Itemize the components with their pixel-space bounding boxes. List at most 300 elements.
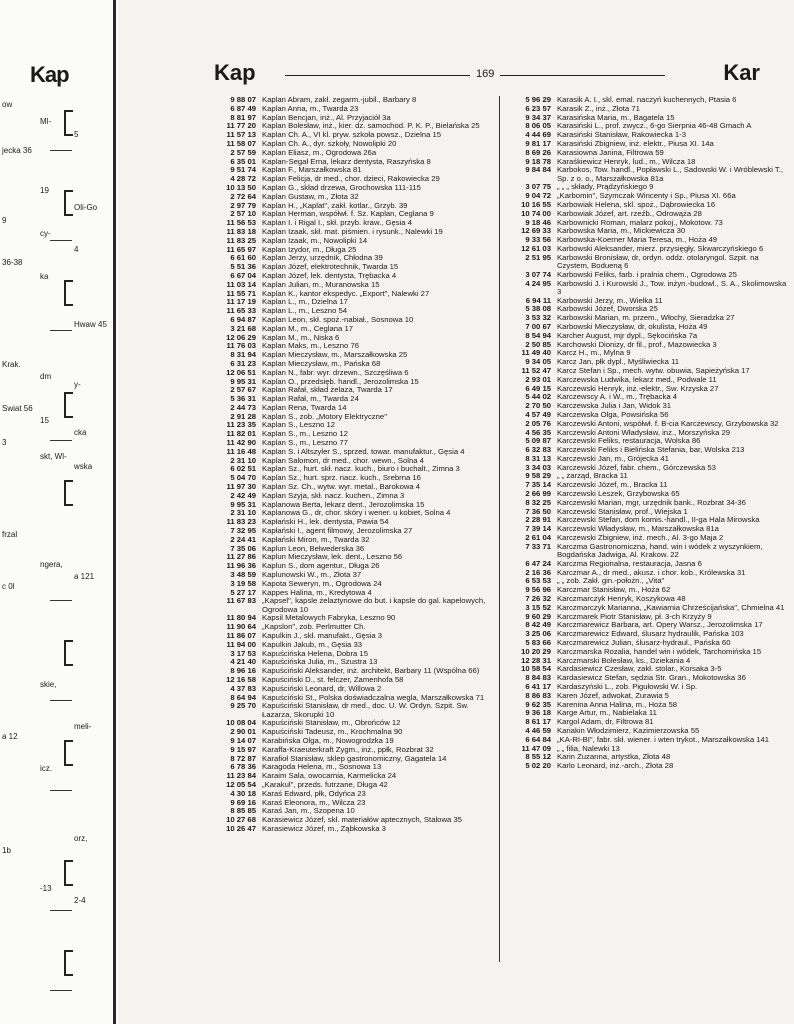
fragment-text: skie, <box>40 680 57 689</box>
entry-text: Karbowska-Koerner Maria Teresa, m., Hoża 49 <box>557 236 718 245</box>
entry-text: Kaplan N., fabr. wyr. drzewn., Szczęśliwa 6 <box>262 368 409 377</box>
phone-number: 9 18 78 <box>525 156 551 166</box>
phone-number: 11 86 07 <box>226 631 256 641</box>
directory-entry <box>507 280 789 296</box>
previous-page-header: Kap <box>30 62 69 87</box>
phone-number: 3 53 32 <box>525 313 551 323</box>
entry-text: Karbowski Marian, m. przem., Włochy, Sieradzka 27 <box>557 314 735 323</box>
entry-text: Karbowski Feliks, farb. i pralnia chem., Ogrodowa 25 <box>557 270 737 279</box>
entry-text: Kaplan G., skład drzewa, Grochowska 111-115 <box>262 183 421 192</box>
phone-number: 11 23 84 <box>226 771 256 781</box>
entry-text: „ „ „ składy, Prądzyńskiego 9 <box>557 183 654 192</box>
entry-text: Karlo Leonard, inż.-arch., Złota 28 <box>557 762 674 771</box>
entry-text: Kaplan Jerzy, urzędnik, Chłodna 39 <box>262 254 383 263</box>
entry-text: Kaplan Sz., hurt. skł. nacz. kuch., biuro i buchalt., Zimna 3 <box>262 465 460 474</box>
phone-number: 2 90 01 <box>230 727 256 737</box>
directory-entry <box>212 325 494 333</box>
entry-text: Kaplan Józef, elektrotechnik, Twarda 15 <box>262 263 399 272</box>
entry-text: Kaplan S., m., Leszno 77 <box>262 439 348 448</box>
directory-entry <box>212 193 494 201</box>
directory-entry <box>212 149 494 157</box>
entry-text: Kaplun S., dom agentur., Długa 26 <box>262 562 380 571</box>
entry-text: Karbownicki Roman, malarz pokoj., Mokotow. 73 <box>557 218 723 227</box>
phone-number: 9 84 84 <box>525 165 551 175</box>
entry-text: Karczmarewicz Edward, ślusarz hydraulik, Pańska 103 <box>557 630 744 639</box>
margin-mark <box>64 190 73 216</box>
entry-text: Karaffa-Kraeuterkraft Zygm., inż., ppłk, Rozbrat 32 <box>262 745 434 754</box>
phone-number: 5 38 08 <box>525 304 551 314</box>
directory-entry <box>212 316 494 324</box>
entry-text: Kapuściński Aleksander, inż. architekt, Barbary 11 (Wspólna 66) <box>262 667 480 676</box>
phone-number: 11 67 83 <box>226 596 256 606</box>
entry-text: Kaplan Izaak, skł. mat. piśmien. i rysunk., Nalewki 19 <box>262 227 443 236</box>
margin-mark <box>64 860 73 886</box>
left-column <box>212 96 494 834</box>
phone-number: 2 24 41 <box>230 534 256 544</box>
entry-text: Kaplan S. i Altszyler S., sprzed. towar. manufaktur., Gęsia 4 <box>262 447 465 456</box>
entry-text: Karbowiak Helena, skl. spoż., Dąbrowiecka 16 <box>557 200 716 209</box>
entry-text: Karczewski Marian, mgr, urzędnik bank., Rozbrat 34-36 <box>557 498 746 507</box>
entry-text: Karasik Z., inż., Złota 71 <box>557 104 640 113</box>
entry-text: Kaplan S., zob. „Motory Elektryczne" <box>262 412 387 421</box>
phone-number: 8 55 12 <box>525 752 551 762</box>
entry-text: Kapuściński Leonard, dr, Willowa 2 <box>262 684 382 693</box>
entry-text: Karaim Sala, owocarnia, Karmelicka 24 <box>262 772 397 781</box>
fragment-text: cy- <box>40 229 51 238</box>
fragment-text: 19 <box>40 186 49 195</box>
margin-mark <box>50 990 72 991</box>
fragment-text: icz. <box>40 764 52 773</box>
entry-text: Karczma Regionalna, restauracja, Jasna 6 <box>557 559 702 568</box>
phone-number: 11 65 33 <box>226 306 256 316</box>
entry-text: Kaplan Szyja, skł. nacz. kuchen., Zimna 3 <box>262 491 405 500</box>
phone-number: 2 50 85 <box>525 339 551 349</box>
directory-entry <box>212 404 494 412</box>
phone-number: 10 27 68 <box>226 815 256 825</box>
phone-number: 8 69 26 <box>525 147 551 157</box>
entry-text: Kapulkin J., skł. manufakt., Gęsia 3 <box>262 632 383 641</box>
fragment-text: ka <box>40 272 49 281</box>
fragment-text: 5 <box>74 130 79 139</box>
directory-entry <box>507 692 789 700</box>
entry-text: Karczmarek Piotr Stanisław, pł. 3-ch Krzyży 9 <box>557 612 712 621</box>
directory-entry <box>212 781 494 789</box>
directory-entry <box>507 543 789 559</box>
entry-text: „Kapslon", zob. Perlmutter Ch. <box>262 623 366 632</box>
column-divider <box>499 96 500 962</box>
entry-text: Kaplan O., przedsięb. handl., Jerozolimska 15 <box>262 377 419 386</box>
entry-text: Karen Józef, adwokat, Żurawia 5 <box>557 691 669 700</box>
fragment-text: ngera, <box>40 560 63 569</box>
entry-text: „ „ zarząd, Bracka 11 <box>557 472 628 481</box>
entry-text: Karczewski Antoni, współwł. f. B-cia Karczewscy, Grzybowska 32 <box>557 419 779 428</box>
margin-mark <box>50 240 72 241</box>
page-spine <box>113 0 116 1024</box>
entry-text: Kapuściński D., st. felczer, Zamenhofa 58 <box>262 676 404 684</box>
phone-number: 11 83 23 <box>226 517 256 527</box>
entry-text: Karczmar Stanisław, m., Hoża 62 <box>557 586 671 595</box>
entry-text: Karczewski Feliks, restauracja, Wolska 86 <box>557 437 701 446</box>
fragment-text: 36-38 <box>2 258 23 267</box>
entry-text: „Kapsel", kapsle żelaztynowe do but. i kapsle do gal. kapelowych, Ogrodowa 10 <box>262 597 486 614</box>
phone-number: 8 32 25 <box>525 497 551 507</box>
fragment-text: frzal <box>2 530 18 539</box>
entry-text: Karaśkiewicz Henryk, lud., m., Wilcza 18 <box>557 157 696 166</box>
entry-text: Kardaszyński L., zob. Pigułowski W. i Sp. <box>557 683 698 692</box>
phone-number: 6 47 24 <box>525 558 551 568</box>
header-right-keyword: Kar <box>723 60 760 85</box>
phone-number: 10 08 04 <box>226 718 256 728</box>
phone-number: 7 35 14 <box>525 480 551 490</box>
phone-number: 11 03 14 <box>226 279 256 289</box>
phone-number: 9 18 46 <box>525 217 551 227</box>
phone-number: 2 57 10 <box>230 209 256 219</box>
entry-text: Karchowski Dionizy, dr fil., prof., Mazowiecka 3 <box>557 340 717 349</box>
phone-number: 6 61 60 <box>230 253 256 263</box>
directory-entry <box>212 272 494 280</box>
phone-number: 2 16 36 <box>525 567 551 577</box>
fragment-text: jecka 36 <box>2 146 32 155</box>
entry-text: Kaplan Rena, Twarda 14 <box>262 403 347 412</box>
phone-number: 6 94 11 <box>525 295 551 305</box>
entry-text: Karczewski Józef, fabr. chem., Górczewska 53 <box>557 463 716 472</box>
phone-number: 4 46 59 <box>525 726 551 735</box>
entry-text: Kapsil Metalowych Fabryka, Leszno 90 <box>262 614 396 623</box>
margin-mark <box>50 330 72 331</box>
entry-text: Kaplan L., m., Leszno 54 <box>262 307 348 316</box>
directory-entry <box>212 369 494 377</box>
phone-number: 2 57 59 <box>230 147 256 157</box>
phone-number: 2 61 04 <box>525 533 551 543</box>
entry-text: Karge Artur, m., Nabielaka 11 <box>557 709 657 718</box>
directory-entry <box>212 685 494 693</box>
phone-number: 6 78 36 <box>230 762 256 772</box>
phone-number: 11 17 19 <box>226 297 256 307</box>
phone-number: 7 32 95 <box>230 526 256 536</box>
right-column <box>507 96 789 771</box>
entry-text: Kaplunowski W., m., Złota 37 <box>262 571 362 580</box>
phone-number: 4 56 35 <box>525 427 551 437</box>
fragment-text: meli- <box>74 722 92 731</box>
entry-text: Kapuściński St., Polska doświadczalna wegla, Marszałkowska 71 <box>262 693 485 702</box>
entry-text: Karczewska Olga, Powsińska 56 <box>557 410 669 419</box>
entry-text: Kaplan Sz., hurt. sprz. nacz. kuch., Srebrna 16 <box>262 474 421 483</box>
phone-number: 8 61 17 <box>525 717 551 727</box>
phone-number: 8 84 83 <box>525 673 551 683</box>
phone-number: 9 25 70 <box>230 701 256 711</box>
phone-number: 11 52 47 <box>521 365 551 375</box>
phone-number: 5 44 02 <box>525 392 551 402</box>
phone-number: 6 31 23 <box>230 358 256 368</box>
entry-text: Karczewski Antoni Władysław, inż., Morszyńska 29 <box>557 428 731 437</box>
phone-number: 11 23 35 <box>226 420 256 430</box>
phone-number: 10 26 47 <box>226 823 256 833</box>
fragment-text: Oli-Go <box>74 203 98 212</box>
directory-entry <box>507 560 789 568</box>
phone-number: 3 19 58 <box>230 578 256 588</box>
entry-text: Kapuścińska Julia, m., Szustra 13 <box>262 658 378 667</box>
fragment-text: skt, Wl- <box>40 452 67 461</box>
phone-number: 7 00 67 <box>525 321 551 331</box>
phone-number: 2 31 10 <box>230 455 256 465</box>
phone-number: 11 56 53 <box>226 218 256 228</box>
entry-text: Karczewski Leszek, Grzybowska 65 <box>557 490 680 499</box>
entry-text: Kaplan Ch. A., dyr. szkoły, Nowolipki 20 <box>262 139 397 148</box>
phone-number: 8 31 94 <box>230 350 256 360</box>
margin-mark <box>64 280 73 306</box>
entry-text: Kaplanowa Berta, lekarz dent., Jerozolimska 15 <box>262 500 425 509</box>
phone-number: 9 14 07 <box>230 735 256 745</box>
entry-text: Karcz Stefan i Sp., mech. wytw. obuwia, Sapieżyńska 17 <box>557 366 750 375</box>
phone-number: 2 51 95 <box>525 252 551 262</box>
phone-number: 8 96 16 <box>230 666 256 676</box>
entry-text: Karbowski Mieczysław, dr, okulista, Hoża 49 <box>557 322 708 331</box>
entry-text: Karagoda Helena, m., Sosnowa 13 <box>262 763 382 772</box>
entry-text: Kapuściński Tadeusz, m., Krochmalna 90 <box>262 728 403 737</box>
entry-text: Kaplan Anna, m., Twarda 23 <box>262 104 359 113</box>
phone-number: 5 04 70 <box>230 473 256 483</box>
directory-entry <box>507 727 789 735</box>
entry-text: Kardasiewicz Stefan, sędzia Str. Gran., Mokotowska 36 <box>557 674 746 683</box>
entry-text: Karasiński Zbigniew, inż. elektr., Piusa XI. 14a <box>557 139 714 148</box>
entry-text: Kaplan Salomon, dr med., chor. wewn., Solna 4 <box>262 456 424 465</box>
fragment-text: 4 <box>74 245 79 254</box>
entry-text: Kaplan Gustaw, m., Złota 32 <box>262 192 359 201</box>
entry-text: Karczewski Zbigniew, inż. mech., Al. 3-go Maja 2 <box>557 534 724 543</box>
directory-entry <box>507 762 789 770</box>
directory-entry <box>212 492 494 500</box>
entry-text: Kaplan Rafał, skład żelaza, Twarda 17 <box>262 386 393 395</box>
phone-number: 11 65 97 <box>226 244 256 254</box>
entry-text: Kaplan M., m., Ceglana 17 <box>262 324 354 333</box>
phone-number: 5 27 17 <box>230 587 256 597</box>
directory-entry <box>507 683 789 691</box>
entry-text: Kapłański I., agent filmowy, Jerozolimska 27 <box>262 527 413 536</box>
phone-number: 4 24 95 <box>525 278 551 288</box>
directory-entry <box>212 228 494 236</box>
fragment-text: a 121 <box>74 572 95 581</box>
entry-text: Karczewski Stanisław, prof., Wiejska 1 <box>557 507 688 516</box>
phone-number: 12 05 54 <box>226 779 256 789</box>
entry-text: Kaplan S., m., Leszno 12 <box>262 430 348 439</box>
directory-entry <box>507 332 789 340</box>
entry-text: Karbowski Bronisław, dr, ordyn. oddz. otolaryngol. Szpit. na Czystem, Bodueną 6 <box>557 253 759 270</box>
entry-text: Kardasiewicz Czesław, zakł. stolar., Korsaka 3-5 <box>557 665 722 674</box>
entry-text: Karasiński Stanisław, Rakowiecka 1-3 <box>557 131 687 140</box>
fragment-text: 9 <box>2 216 7 225</box>
entry-text: Karasiewicz Józef, skł. materiałów aptecznych, Stalowa 35 <box>262 816 462 825</box>
entry-text: „ „ zob. Zakł. gin.-położn., „Vita" <box>557 577 665 586</box>
phone-number: 7 36 50 <box>525 506 551 516</box>
directory-entry <box>507 96 789 104</box>
phone-number: 9 51 74 <box>230 165 256 175</box>
entry-text: Kaplan Maks, m., Leszno 76 <box>262 342 359 351</box>
phone-number: 4 57 49 <box>525 409 551 419</box>
phone-number: 5 09 87 <box>525 436 551 446</box>
entry-text: Karbokos, Tow. handl., Popławski L., Sadowski W. i Wróblewski T., Sp. z o. o., Marszałkowska 81a <box>557 166 784 183</box>
phone-number: 8 81 97 <box>230 112 256 122</box>
entry-text: Karczmarewicz Barbara, art. Opery Warsz., Jerozolimska 17 <box>557 621 763 630</box>
entry-text: Karczewski Władysław, m., Marszałkowska 81a <box>557 525 719 534</box>
phone-number: 9 15 97 <box>230 744 256 754</box>
directory-entry <box>507 201 789 209</box>
directory-entry <box>507 105 789 113</box>
phone-number: 2 97 79 <box>230 200 256 210</box>
entry-text: Karbowska Maria, m., Mickiewicza 30 <box>557 227 686 236</box>
phone-number: 5 02 20 <box>525 761 551 771</box>
entry-text: Karcz H., m., Mylna 9 <box>557 349 631 358</box>
header-left-keyword: Kap <box>214 60 256 85</box>
margin-mark <box>50 910 72 911</box>
phone-number: 5 36 31 <box>230 394 256 404</box>
entry-text: Kaplan Bolesław, inż., kier. dz. samochod. P. K. P., Bielańska 25 <box>262 122 480 131</box>
margin-mark <box>64 640 73 666</box>
directory-entry <box>212 96 494 104</box>
phone-number: 12 61 03 <box>521 243 551 253</box>
phone-number: 3 48 59 <box>230 570 256 580</box>
phone-number: 11 82 01 <box>226 429 256 439</box>
margin-mark <box>50 700 72 701</box>
directory-entry <box>212 790 494 798</box>
directory-entry <box>507 420 789 428</box>
directory-entry <box>212 597 494 613</box>
entry-text: Karbowski J. i Kurowski J., Tow. inżyn.-budowl., S. A., Skolimowska 3 <box>557 279 787 296</box>
fragment-text: Swiat 56 <box>2 404 33 413</box>
entry-text: Karcher August, mjr dypl., Sękocińska 7a <box>557 331 698 340</box>
phone-number: 10 58 54 <box>521 664 551 674</box>
phone-number: 8 86 83 <box>525 690 551 700</box>
phone-number: 9 36 18 <box>525 708 551 718</box>
phone-number: 4 44 69 <box>525 130 551 140</box>
entry-text: Karczmarczyk Henryk, Koszykowa 48 <box>557 595 686 604</box>
entry-text: Kaplan Mieczysław, m., Pańska 68 <box>262 359 381 368</box>
phone-number: 2 91 28 <box>230 411 256 421</box>
directory-entry <box>507 323 789 331</box>
margin-mark <box>50 440 72 441</box>
phone-number: 11 27 86 <box>226 552 256 562</box>
phone-number: 5 96 29 <box>525 95 551 104</box>
phone-number: 9 33 56 <box>525 235 551 245</box>
directory-entry <box>212 184 494 192</box>
phone-number: 6 02 51 <box>230 464 256 474</box>
fragment-text: 15 <box>40 416 49 425</box>
phone-number: 9 04 72 <box>525 191 551 201</box>
directory-entry <box>507 271 789 279</box>
entry-text: Karaś Eleonora, m., Wilcza 23 <box>262 798 366 807</box>
phone-number: 6 41 17 <box>525 682 551 692</box>
phone-number: 9 62 35 <box>525 699 551 709</box>
directory-entry <box>212 676 494 684</box>
fragment-text: Krak. <box>2 360 21 369</box>
entry-text: Karasik A. I., skl. emal. naczyń kuchennych, Ptasia 6 <box>557 96 737 104</box>
entry-text: „KA-RI-BI", fabr. skł. wiener. i wten trykot., Marszałkowska 141 <box>557 735 770 744</box>
phone-number: 6 23 57 <box>525 103 551 113</box>
fragment-text: -13 <box>40 884 52 893</box>
entry-text: Karasiewicz Józef, m., Ząbkowska 3 <box>262 824 386 833</box>
entry-text: Karczma Gastronomiczna, hand. win i wódek z wyszynkiem, Bogdańska Jadwiga, Al. Krakow. 22 <box>557 542 763 560</box>
entry-text: Karcz Jan, płk dypl., Myśliwiecka 11 <box>557 358 680 367</box>
phone-number: 3 25 06 <box>525 629 551 639</box>
fragment-text: wska <box>74 462 93 471</box>
entry-text: Karczewski Stefan, dom komis.-handl., II-ga Hala Mirowska <box>557 516 760 525</box>
phone-number: 4 37 83 <box>230 683 256 693</box>
margin-mark <box>50 600 72 601</box>
entry-text: Kaplan Julian, m., Muranowska 15 <box>262 280 380 289</box>
phone-number: 9 34 05 <box>525 357 551 367</box>
directory-entry <box>212 448 494 456</box>
phone-number: 7 39 14 <box>525 524 551 534</box>
entry-text: Kaplan Eliasz, m., Ogrodowa 26a <box>262 148 377 157</box>
entry-text: Karczewski Henryk, inż.-elektr., Sw. Krzyska 27 <box>557 384 719 393</box>
directory-entry <box>507 149 789 157</box>
entry-text: Karenina Anna Halina, m., Hoża 58 <box>557 700 678 709</box>
entry-text: „Karbomin", Szymczak Wincenty i Sp., Piusa XI. 66a <box>557 192 736 201</box>
phone-number: 9 81 17 <box>525 138 551 148</box>
fragment-text: orz, <box>74 834 88 843</box>
entry-text: Kariakin Włodzimierz, Kazimierzowska 55 <box>557 727 700 735</box>
entry-text: Karczewscy A. i W., m., Trębacka 4 <box>557 393 678 402</box>
phone-number: 8 54 94 <box>525 330 551 340</box>
entry-text: Kaplan Herman, współwł. f. Sz. Kaplan, Ceglana 9 <box>262 210 434 219</box>
phone-number: 10 16 55 <box>521 199 551 209</box>
phone-number: 7 35 06 <box>230 543 256 553</box>
phone-number: 9 95 31 <box>230 376 256 386</box>
margin-mark <box>64 110 73 136</box>
entry-text: Kaplan I. i Rigal I., skł. przyb. kraw., Gęsia 4 <box>262 219 412 228</box>
fragment-text: Hwaw 45 <box>74 320 107 329</box>
phone-number: 11 97 30 <box>226 482 256 492</box>
fragment-text: 3 <box>2 438 7 447</box>
fragment-text: dm <box>40 372 52 381</box>
phone-number: 11 58 07 <box>226 138 256 148</box>
entry-text: „ „ filia, Nalewki 13 <box>557 744 620 753</box>
entry-text: Karbowski Jerzy, m., Wielka 11 <box>557 296 663 305</box>
entry-text: Kapłański Miron, m., Twarda 32 <box>262 535 370 544</box>
directory-entry <box>212 360 494 368</box>
entry-text: Kaplan M., m., Niska 6 <box>262 333 340 342</box>
directory-entry <box>507 648 789 656</box>
margin-mark <box>64 740 73 766</box>
entry-text: Karczewski Feliks i Bielińska Stefania, bar, Wolska 213 <box>557 446 745 455</box>
entry-text: Kaplan K., kantor ekspedyc. „Export", Nalewki 27 <box>262 289 430 298</box>
entry-text: Karin Zuzanna, artystka, Złota 48 <box>557 753 671 762</box>
entry-text: Kaplun Leon, Belwederska 36 <box>262 544 365 553</box>
phone-number: 3 15 52 <box>525 602 551 612</box>
phone-number: 9 95 31 <box>230 499 256 509</box>
entry-text: Kaplan Bencjan, inż., Al. Przyjaciół 3a <box>262 113 391 122</box>
directory-entry <box>212 237 494 245</box>
entry-text: „Karakul", przeds. futrzane, Długa 42 <box>262 780 388 789</box>
entry-text: Kaplan Ch. A., VI kl. pryw. szkoła powsz., Dzielna 15 <box>262 131 442 140</box>
phone-number: 10 20 29 <box>521 646 551 656</box>
directory-entry <box>212 580 494 588</box>
entry-text: Karczmar A., dr med., akusz. i chor. kob., Królewska 31 <box>557 568 746 577</box>
phone-number: 12 06 51 <box>226 367 256 377</box>
phone-number: 11 90 64 <box>226 622 256 632</box>
phone-number: 2 44 73 <box>230 402 256 412</box>
directory-entry <box>507 604 789 612</box>
phone-number: 6 67 04 <box>230 270 256 280</box>
fragment-text: cka <box>74 428 87 437</box>
entry-text: Kaplan Józef, lek. dentysta, Trębacka 4 <box>262 271 397 280</box>
fragment-text: 1b <box>2 846 11 855</box>
phone-number: 12 16 58 <box>226 675 256 684</box>
entry-text: Kapuściński Stanisław, dr med., doc. U. W. Ordyn. Szpit. Św. Łazarza, Skorupki 10 <box>262 702 469 719</box>
entry-text: Karczewski Jan, m., Grójecka 41 <box>557 454 669 463</box>
entry-text: Karczmarewicz Julian, ślusarz-hydraul., Pańska 60 <box>557 639 731 648</box>
phone-number: 2 05 76 <box>525 418 551 428</box>
entry-text: Karczmarska Rozalia, handel win i wódek, Tarchomińska 15 <box>557 647 762 656</box>
